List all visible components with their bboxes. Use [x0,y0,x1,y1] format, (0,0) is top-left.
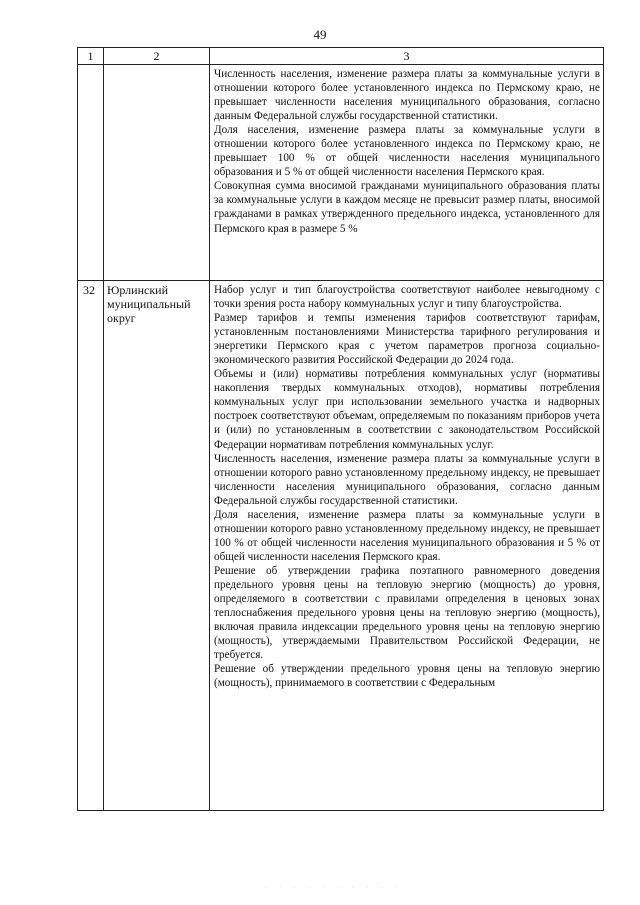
paragraph: Совокупная сумма вносимой гражданами муниципального образования платы за коммунальные услуги в каждом месяце не превысит размер платы, вносимой гражданами в рамках утвержденного предельного индекса, установленного для Пермского края в размере 5 % [214,180,600,235]
header-col-1: 1 [78,48,104,65]
conditions-cell [210,65,604,281]
table-header-row [78,48,604,65]
paragraph: Численность населения, изменение размера платы за коммунальные услуги в отношении которого более установленного индекса по Пермскому краю, не превышает численности населения муниципального образования, согласно данным Федеральной службы государственной статистики. [214,68,600,123]
paragraph: Доля населения, изменение размера платы за коммунальные услуги в отношении которого равно установленному предельному индексу, не превышает 100 % от общей численности населения муниципального образования и 5 % от общей численности населения Пермского края. [214,508,600,563]
header-col-3: 3 [210,48,604,65]
municipality-name: Юрлинский муниципальный округ [104,281,210,811]
paragraph: Набор услуг и тип благоустройства соответствуют наиболее невыгодному с точки зрения роста набору коммунальных услуг и типу благоустройства. [214,284,600,311]
paragraph: Доля населения, изменение размера платы за коммунальные услуги в отношении которого более установленного индекса по Пермскому краю, не превышает 100 % от общей численности населения муниципального образования и 5 % от общей численности населения Пермского края. [214,124,600,179]
document-table [77,47,604,811]
paragraph: Решение об утверждении предельного уровня цены на тепловую энергию (мощность), принимаемого в соответствии с Федеральным [214,663,600,690]
row-number: 32 [78,281,104,811]
table-row [78,281,604,811]
page-number: 49 [313,27,327,42]
row-number [78,65,104,281]
header-col-2: 2 [104,48,210,65]
scan-artifact: . . . . . . . . . . [265,885,403,890]
municipality-name [104,65,210,281]
paragraph: Размер тарифов и темпы изменения тарифов соответствуют тарифам, установленным постановлениями Министерства тарифного регулирования и энергетики Пермского края с учетом параметров прогноза социально-экономического развития Российской Федерации до 2024 года. [214,312,600,367]
paragraph: Численность населения, изменение размера платы за коммунальные услуги в отношении которого равно установленному предельному индексу, не превышает численности населения муниципального образования, согласно данным Федеральной службы государственной статистики. [214,452,600,507]
conditions-cell [210,281,604,811]
paragraph: Решение об утверждении графика поэтапного равномерного доведения предельного уровня цены на тепловую энергию (мощность) до уровня, определяемого в соответствии с правилами определения в ценовых зонах теплоснабжения предельного уровня цены на тепловую энергию (мощность), включая правила индексации предельного уровня цены на тепловую энергию (мощность), утверждаемыми Правительством Российской Федерации, не требуется. [214,564,600,662]
table-row [78,65,604,281]
paragraph: Объемы и (или) нормативы потребления коммунальных услуг (нормативы накопления твердых коммунальных отходов), нормативы потребления коммунальных услуг при использовании земельного участка и надворных построек соответствуют объемам, определяемым по показаниям приборов учета и (или) по установленным в соответствии с законодательством Российской Федерации нормативам потребления коммунальных услуг. [214,368,600,451]
